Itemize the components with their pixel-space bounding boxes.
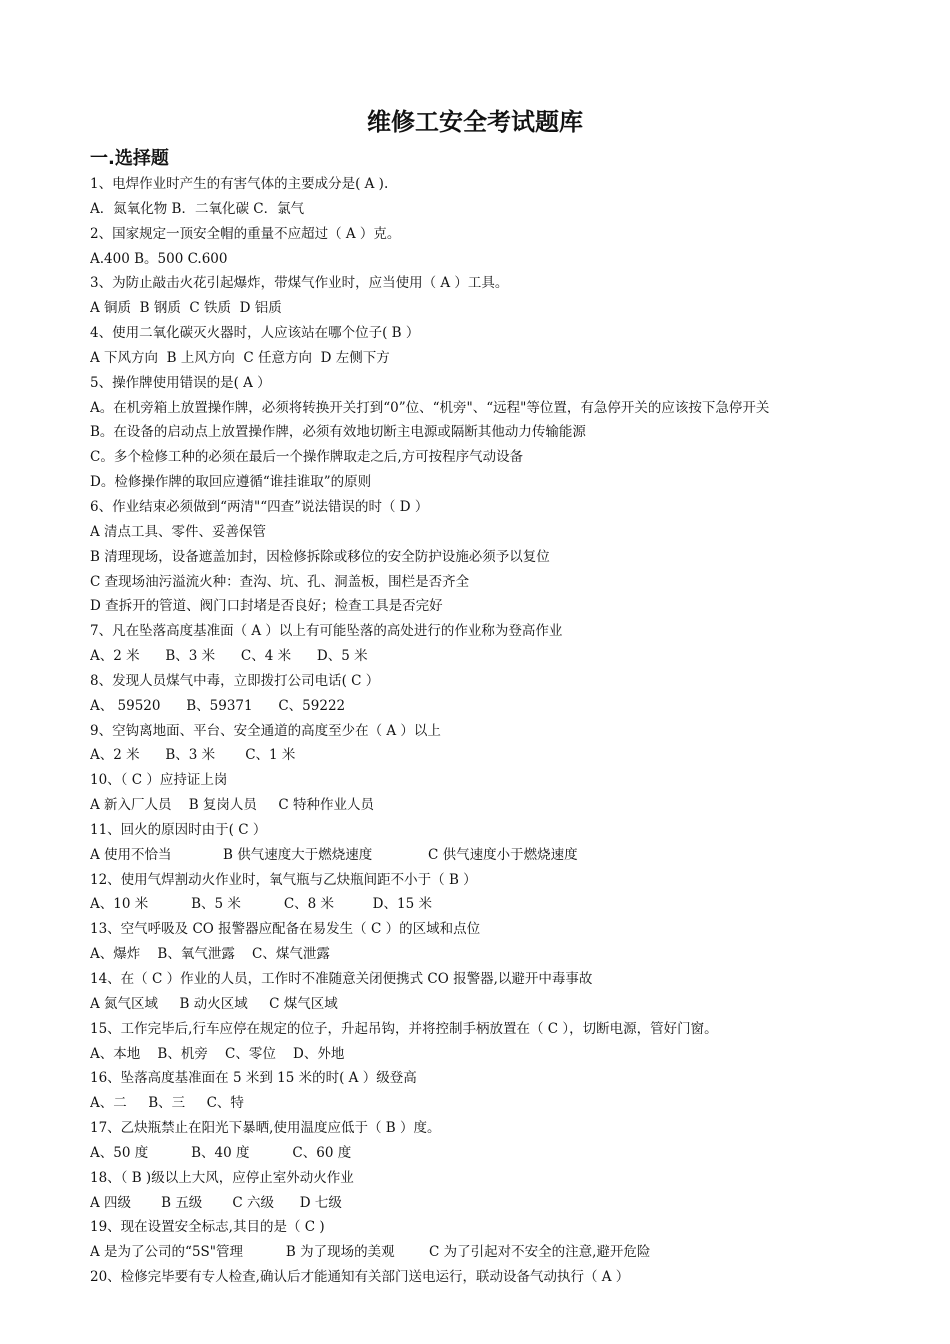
text-line: C 查现场油污溢流火种：查沟、坑、孔、洞盖板，围栏是否齐全 (90, 573, 470, 590)
text-line: A．氮氧化物 B．二氧化碳 C．氯气 (90, 200, 305, 217)
text-line: 15、工作完毕后,行车应停在规定的位子，升起吊钩，并将控制手柄放置在（ C ），切断电源，管好门窗。 (90, 1020, 718, 1037)
text-line: 9、空钩离地面、平台、安全通道的高度至少在（ A ）以上 (90, 722, 441, 739)
text-line: 16、坠落高度基准面在 5 米到 15 米的时( A ）级登高 (90, 1070, 417, 1087)
text-line: 1、电焊作业时产生的有害气体的主要成分是( A ). (90, 176, 389, 192)
text-line: 4、使用二氧化碳灭火器时，人应该站在哪个位子( B ） (90, 325, 420, 342)
text-line: 12、使用气焊割动火作业时，氧气瓶与乙炔瓶间距不小于（ B ） (90, 871, 477, 888)
text-line: 18、（ B )级以上大风，应停止室外动火作业 (90, 1169, 354, 1186)
text-line: A、2 米 B、3 米 C、4 米 D、5 米 (90, 648, 368, 665)
text-line: D。检修操作牌的取回应遵循“谁挂谁取”的原则 (90, 474, 372, 491)
text-line: 2、国家规定一顶安全帽的重量不应超过（ A ）克。 (90, 225, 401, 242)
text-line: 17、乙炔瓶禁止在阳光下暴晒,使用温度应低于（ B ）度。 (90, 1120, 441, 1137)
section-heading: 一.选择题 (90, 148, 169, 169)
text-line: A 使用不恰当 B 供气速度大于燃烧速度 C 供气速度小于燃烧速度 (90, 846, 578, 863)
document-title: 维修工安全考试题库 (367, 108, 583, 136)
text-line: A.400 B。500 C.600 (90, 250, 228, 267)
text-line: A 新入厂人员 B 复岗人员 C 特种作业人员 (90, 797, 374, 814)
text-line: B 清理现场，设备遮盖加封，因检修拆除或移位的安全防护设施必须予以复位 (90, 548, 550, 565)
text-line: D 查拆开的管道、阀门口封堵是否良好；检查工具是否完好 (90, 598, 443, 615)
text-line: A。在机旁箱上放置操作牌，必须将转换开关打到“0”位、“机旁"、“远程"等位置，有急停开关的应该按下急停开关 (90, 399, 770, 416)
text-line: 20、检修完毕要有专人检查,确认后才能通知有关部门送电运行，联动设备气动执行（ A ） (90, 1269, 630, 1286)
text-line: 10、（ C ）应持证上岗 (90, 772, 228, 789)
text-line: A、二 B、三 C、特 (90, 1095, 244, 1112)
text-line: 19、现在设置安全标志,其目的是（ C ) (90, 1219, 325, 1236)
text-line: A、2 米 B、3 米 C、1 米 (90, 747, 296, 764)
text-line: A、10 米 B、5 米 C、8 米 D、15 米 (90, 896, 432, 913)
text-line: A、本地 B、机旁 C、零位 D、外地 (90, 1045, 345, 1062)
text-line: A 铜质 B 钢质 C 铁质 D 铝质 (90, 300, 282, 317)
text-line: A 下风方向 B 上风方向 C 任意方向 D 左侧下方 (90, 349, 390, 366)
text-line: A、 59520 B、59371 C、59222 (90, 697, 346, 714)
text-line: 13、空气呼吸及 CO 报警器应配备在易发生（ C ）的区域和点位 (90, 921, 481, 938)
text-line: 11、回火的原因时由于( C ） (90, 821, 267, 838)
text-line: 6、作业结束必须做到“两清"“四查”说法错误的时（ D ） (90, 498, 429, 515)
question-list (90, 172, 930, 1290)
text-line: A 四级 B 五级 C 六级 D 七级 (90, 1194, 342, 1211)
text-line: 8、发现人员煤气中毒，立即拨打公司电话( C ） (90, 672, 380, 689)
text-line: A 氮气区域 B 动火区域 C 煤气区域 (90, 995, 338, 1012)
text-line: A、50 度 B、40 度 C、60 度 (90, 1144, 352, 1161)
text-line: 3、为防止敲击火花引起爆炸，带煤气作业时，应当使用（ A ）工具。 (90, 275, 509, 292)
text-line: 5、操作牌使用错误的是( A ） (90, 374, 271, 391)
text-line: A 是为了公司的“5S"管理 B 为了现场的美观 C 为了引起对不安全的注意,避开危险 (90, 1244, 651, 1261)
text-line: A 清点工具、零件、妥善保管 (90, 523, 267, 540)
text-line: C。多个检修工种的必须在最后一个操作牌取走之后,方可按程序气动设备 (90, 449, 524, 466)
text-line: B。在设备的启动点上放置操作牌，必须有效地切断主电源或隔断其他动力传输能源 (90, 424, 586, 441)
text-line: A、爆炸 B、氧气泄露 C、煤气泄露 (90, 946, 330, 963)
text-line: 14、在（ C ）作业的人员，工作时不准随意关闭便携式 CO 报警器,以避开中毒事故 (90, 971, 593, 987)
text-line: 7、凡在坠落高度基准面（ A ）以上有可能坠落的高处进行的作业称为登高作业 (90, 623, 563, 640)
